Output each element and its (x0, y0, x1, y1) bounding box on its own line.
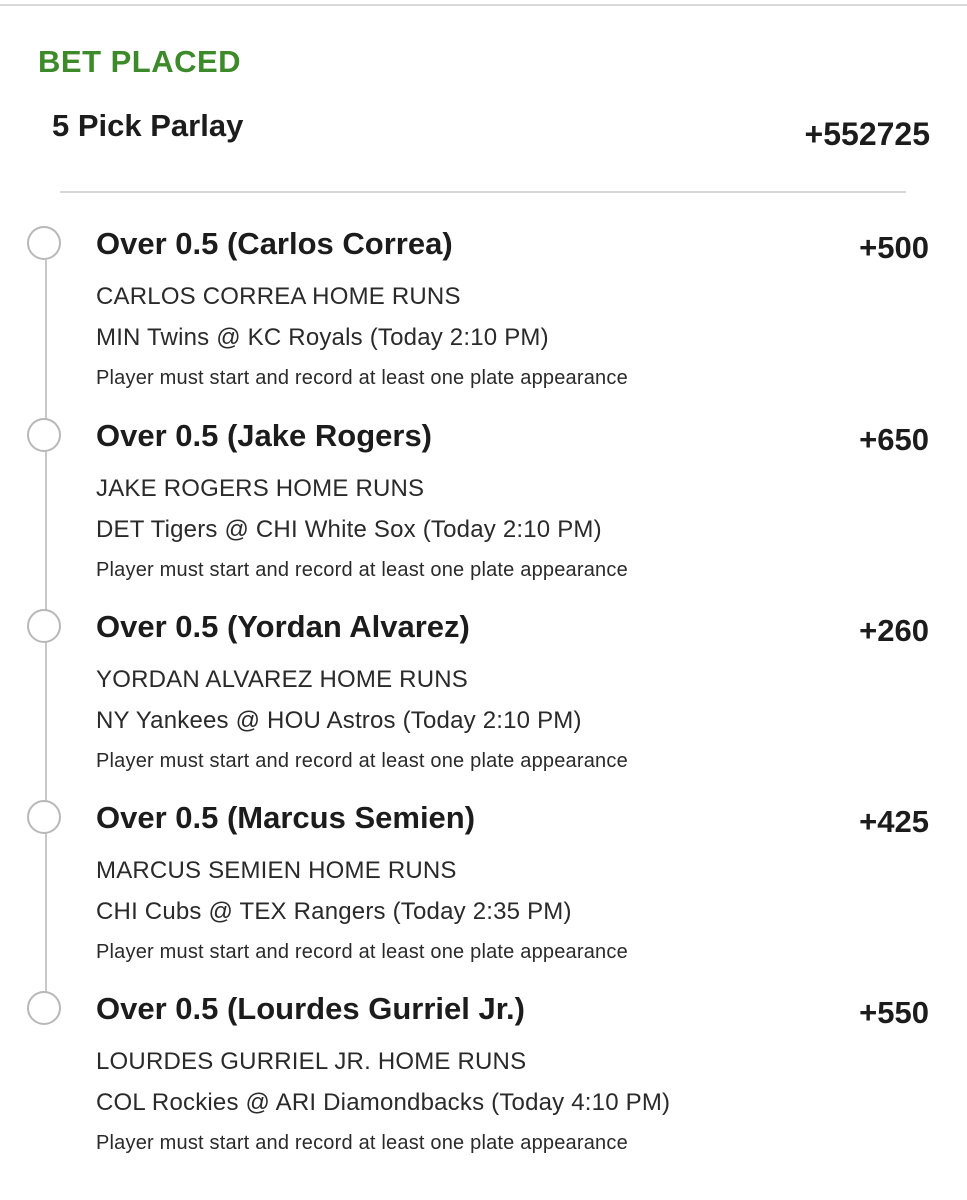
parlay-leg[interactable] (0, 800, 967, 980)
parlay-leg[interactable] (0, 418, 967, 598)
leg-odds: +425 (859, 804, 929, 839)
leg-pick: Over 0.5 (Yordan Alvarez) (96, 609, 470, 644)
leg-pick: Over 0.5 (Lourdes Gurriel Jr.) (96, 991, 525, 1026)
leg-odds: +500 (859, 230, 929, 265)
leg-status-circle-icon (27, 418, 61, 452)
leg-market: MARCUS SEMIEN HOME RUNS (96, 857, 457, 884)
parlay-leg[interactable] (0, 226, 967, 406)
leg-matchup: COL Rockies @ ARI Diamondbacks (Today 4:10 PM) (96, 1089, 671, 1116)
parlay-total-odds: +552725 (804, 116, 930, 152)
top-border (0, 0, 967, 6)
leg-status-circle-icon (27, 800, 61, 834)
leg-pick: Over 0.5 (Jake Rogers) (96, 418, 433, 453)
parlay-title: 5 Pick Parlay (52, 108, 244, 143)
parlay-leg[interactable] (0, 609, 967, 789)
header-divider (60, 191, 906, 193)
leg-odds: +650 (859, 422, 929, 457)
leg-matchup: DET Tigers @ CHI White Sox (Today 2:10 PM) (96, 516, 602, 543)
leg-matchup: CHI Cubs @ TEX Rangers (Today 2:35 PM) (96, 898, 572, 925)
leg-rule: Player must start and record at least one plate appearance (96, 750, 628, 772)
leg-rule: Player must start and record at least one plate appearance (96, 367, 628, 389)
parlay-leg[interactable] (0, 991, 967, 1171)
leg-rule: Player must start and record at least one plate appearance (96, 941, 628, 963)
leg-rule: Player must start and record at least one plate appearance (96, 559, 628, 581)
leg-matchup: NY Yankees @ HOU Astros (Today 2:10 PM) (96, 707, 582, 734)
leg-status-circle-icon (27, 226, 61, 260)
leg-market: YORDAN ALVAREZ HOME RUNS (96, 666, 468, 693)
bet-status-label: BET PLACED (38, 44, 242, 79)
leg-market: LOURDES GURRIEL JR. HOME RUNS (96, 1048, 527, 1075)
leg-odds: +260 (859, 613, 929, 648)
leg-matchup: MIN Twins @ KC Royals (Today 2:10 PM) (96, 324, 549, 351)
leg-status-circle-icon (27, 991, 61, 1025)
leg-market: JAKE ROGERS HOME RUNS (96, 475, 425, 502)
leg-status-circle-icon (27, 609, 61, 643)
leg-pick: Over 0.5 (Marcus Semien) (96, 800, 476, 835)
leg-odds: +550 (859, 995, 929, 1030)
leg-rule: Player must start and record at least one plate appearance (96, 1132, 628, 1154)
leg-market: CARLOS CORREA HOME RUNS (96, 283, 461, 310)
leg-pick: Over 0.5 (Carlos Correa) (96, 226, 453, 261)
